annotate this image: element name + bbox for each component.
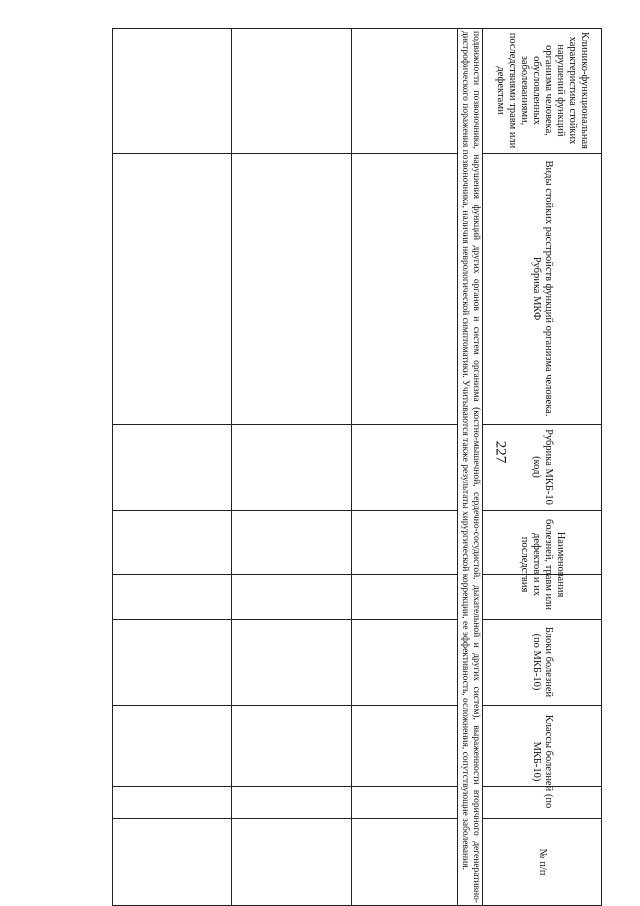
page-number: 227 [492, 440, 509, 464]
header-blocks: Блоки болезней (по МКБ-10) [531, 626, 555, 698]
header-types: Виды стойких расстройств функций организма человека. Рубрика МКФ [531, 160, 555, 417]
intro-text: подвижности позвоночника, нарушения функций других органов и систем организма (костно-мышечной, сердечно-сосудистой, дыхательной и других систем), выраженности вторичного дегенеративно-дистрофического поражения позвоночника, наличия неврологической симптоматики. Учитываются также результаты хирургической коррекции, ее эффективность, осложнения, сопутствующие заболевания. [460, 31, 481, 903]
header-num: № п/п [537, 848, 549, 876]
disability-table [112, 28, 602, 906]
header-names: Наименования болезней, травм или дефектов и их последствия [519, 519, 567, 610]
header-code: Рубрика МКБ-10 (код) [531, 429, 555, 505]
header-clinical: Клинико-функциональная характеристика стойких нарушений функций организма человека, обусловленных заболеваниями, последствиями травм или дефектами [495, 32, 591, 149]
header-classes: Классы болезней (по МКБ-10) [531, 714, 555, 809]
